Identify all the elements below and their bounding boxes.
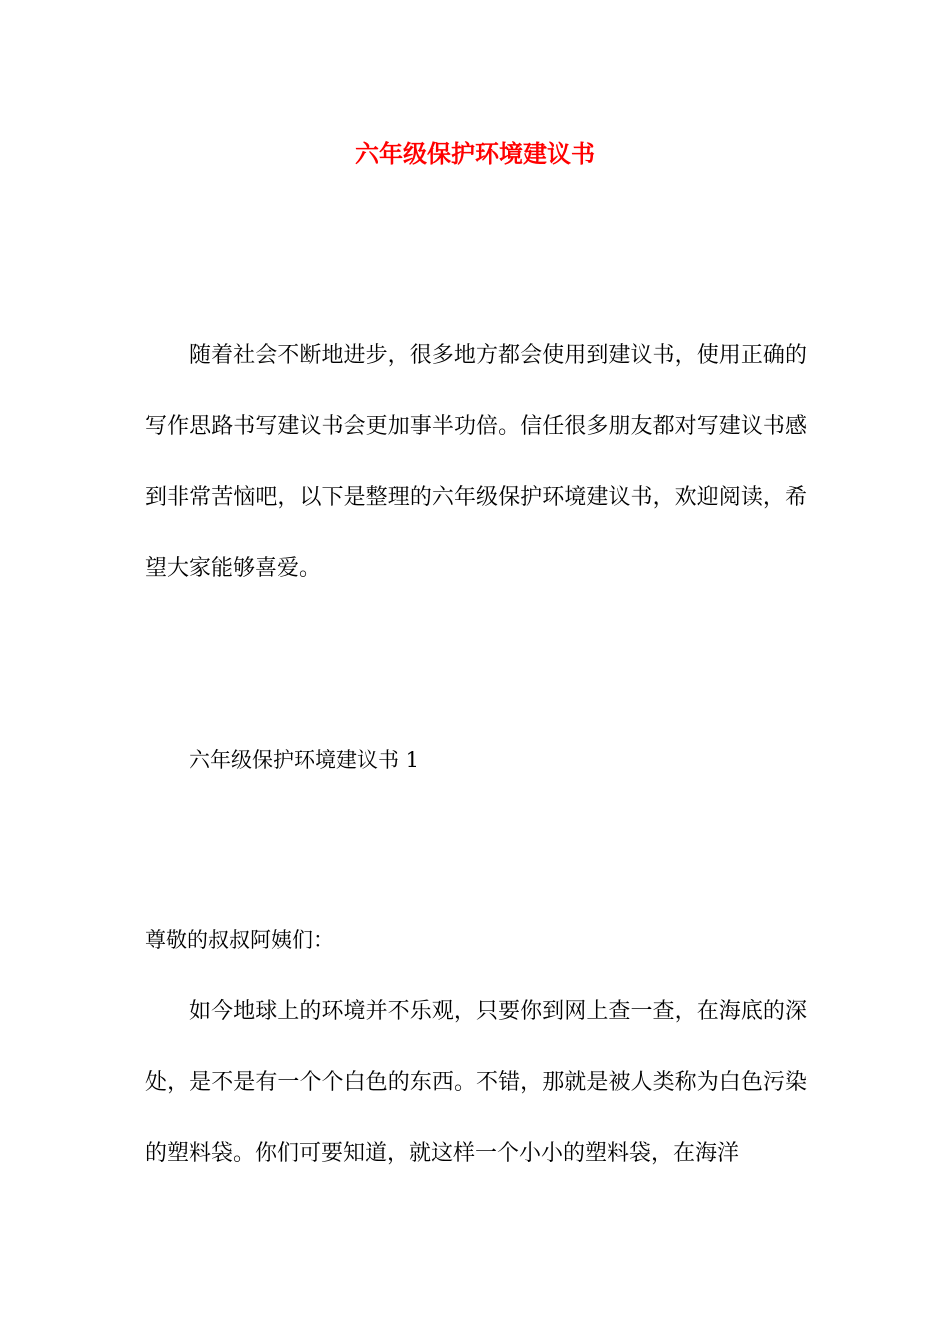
intro-paragraph: 随着社会不断地进步，很多地方都会使用到建议书，使用正确的写作思路书写建议书会更加事半功倍。信任很多朋友都对写建议书感到非常苦恼吧，以下是整理的六年级保护环境建议书，欢迎阅读，希望大家能够喜爱。 xyxy=(145,343,807,581)
body-paragraph: 如今地球上的环境并不乐观，只要你到网上查一查，在海底的深处，是不是有一个个白色的东西。不错，那就是被人类称为白色污染的塑料袋。你们可要知道，就这样一个小小的塑料袋，在海洋 xyxy=(145,999,807,1166)
document-title: 六年级保护环境建议书 xyxy=(355,139,595,168)
section-heading: 六年级保护环境建议书 1 xyxy=(189,748,420,772)
salutation: 尊敬的叔叔阿姨们： xyxy=(145,928,334,952)
